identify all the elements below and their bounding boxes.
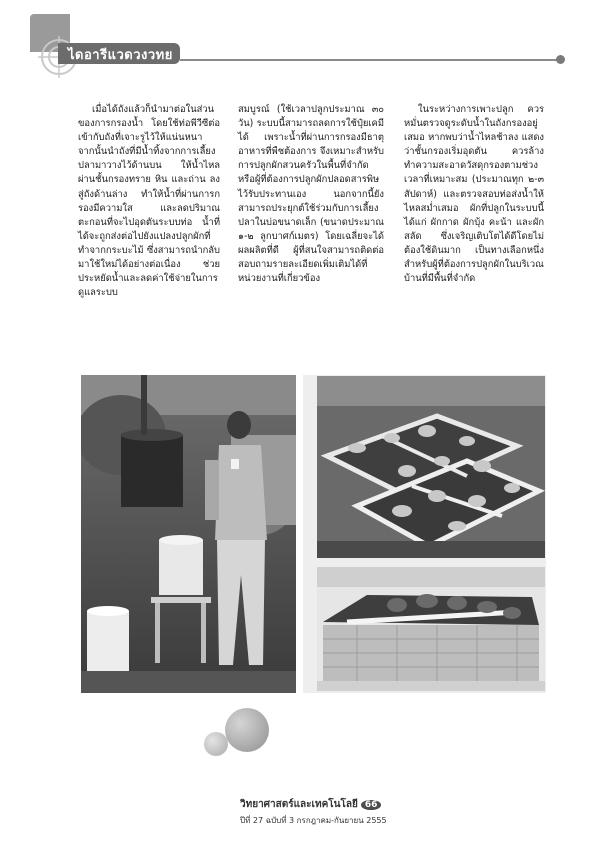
text-column-3: ในระหว่างการเพาะปลูก ควรหมั่นตรวจดูระดับน้ำในถังกรองอยู่เสมอ หากพบว่าน้ำไหลช้าลง แสดงว่าชั้นกรองเริ่มอุดตัน ควรล้างทำความสะอาดวัสดุกรองตามช่วงเวลาที่เหมาะสม (ประมาณทุก ๒-๓ สัปดาห์) และตรวจสอบท่อส่งน้ำให้ไหลสม่ำเสมอ ผักที่ปลูกในระบบนี้ ได้แก่ ผักกาด ผักบุ้ง คะน้า และผักสลัด ซึ่งเจริญเติบโตได้ดีโดยไม่ต้องใช้ดินมาก เป็นทางเลือกหนึ่งสำหรับผู้ที่ต้องการปลูกผักในบริเวณบ้านที่มีพื้นที่จำกัด (404, 104, 544, 285)
text-column-2: สมบูรณ์ (ใช้เวลาปลูกประมาณ ๓๐ วัน) ระบบนี้สามารถลดการใช้ปุ๋ยเคมีได้ เพราะน้ำที่ผ่านการกรองมีธาตุอาหารที่พืชต้องการ จึงเหมาะสำหรับการปลูกผักสวนครัวในพื้นที่จำกัด หรือผู้ที่ต้องการปลูกผักปลอดสารพิษไว้รับประทานเอง นอกจากนี้ยังสามารถประยุกต์ใช้ร่วมกับการเลี้ยงปลาในบ่อขนาดเล็ก (ขนาดประมาณ ๑-๒ ลูกบาศก์เมตร) โดยเฉลี่ยจะได้ผลผลิตที่ดี ผู้ที่สนใจสามารถติดต่อสอบถามรายละเอียดเพิ่มเติมได้ที่หน่วยงานที่เกี่ยวข้อง (238, 104, 384, 285)
header-dot (556, 55, 565, 64)
footer-magazine (240, 797, 440, 812)
decorative-circle-small (204, 732, 228, 756)
magazine-name: วิทยาศาสตร์และเทคโนโลยี (240, 799, 358, 810)
photo-filter-system (81, 375, 296, 693)
page-number: 66 (361, 800, 382, 810)
decorative-circle-large (225, 708, 269, 752)
text-column-1: เมื่อได้ถังแล้วก็นำมาต่อในส่วนของการกรองน้ำ โดยใช้ท่อพีวีซีต่อเข้ากับถังที่เจาะรูไว้ให้แน่นหนา จากนั้นนำถังที่มีน้ำทิ้งจากการเลี้ยงปลามาวางไว้ด้านบน ให้น้ำไหลผ่านชั้นกรองทราย หิน และถ่าน ลงสู่ถังด้านล่าง ทำให้น้ำที่ผ่านการกรองมีความใส และลดปริมาณตะกอนที่จะไปอุดตันระบบท่อ น้ำที่ได้จะถูกส่งต่อไปยังแปลงปลูกผักที่ทำจากกระบะไม้ ซึ่งสามารถนำกลับมาใช้ใหม่ได้อย่างต่อเนื่อง ช่วยประหยัดน้ำและลดค่าใช้จ่ายในการดูแลระบบ (78, 104, 220, 299)
footer-issue: ปีที่ 27 ฉบับที่ 3 กรกฎาคม-กันยายน 2555 (240, 816, 387, 825)
section-title: ไดอารีแวดวงวทย (68, 48, 173, 63)
header-divider (180, 59, 560, 61)
photo-raised-bed (317, 567, 545, 691)
photo-planting-trays (317, 376, 545, 558)
